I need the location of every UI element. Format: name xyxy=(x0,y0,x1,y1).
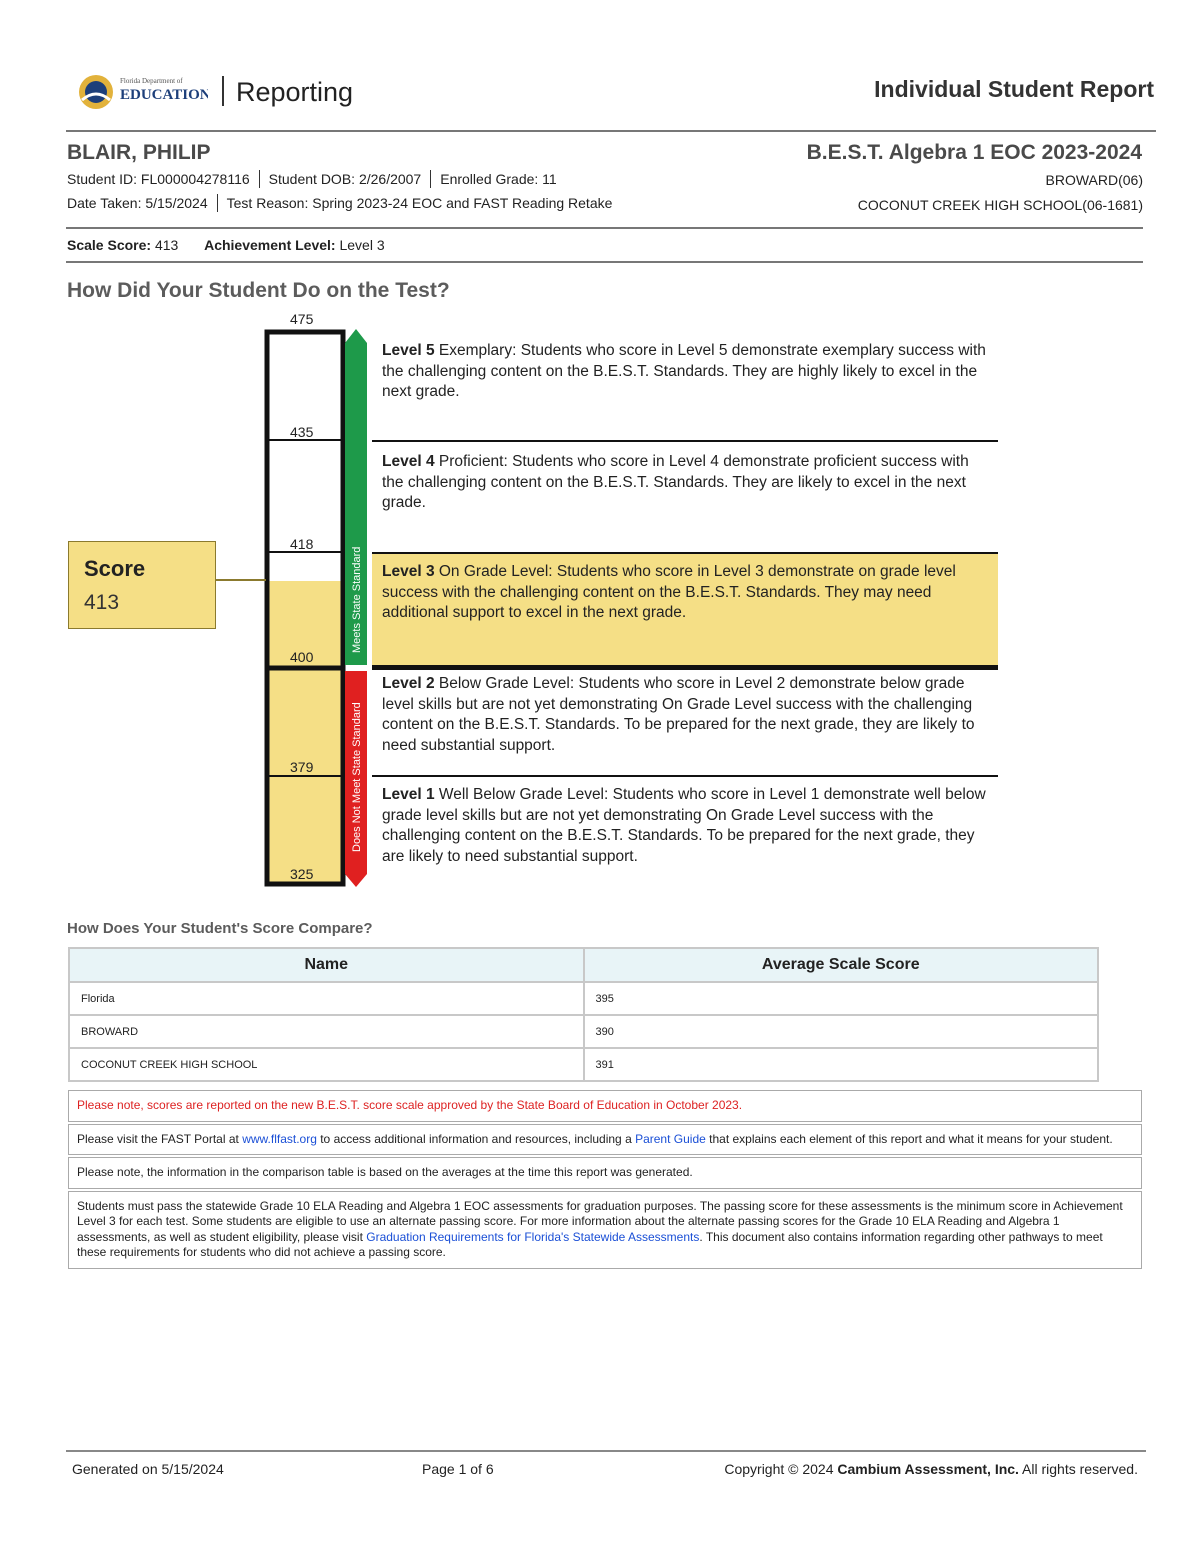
table-row xyxy=(69,1015,1098,1048)
student-info-line-2 xyxy=(67,194,612,212)
standard-divider xyxy=(372,665,998,670)
flfast-link[interactable]: www.flfast.org xyxy=(242,1131,317,1146)
score-summary xyxy=(67,237,385,253)
cut-label-379: 379 xyxy=(290,759,314,775)
note-text: Students must pass the statewide Grade 10 ELA Reading and Algebra 1 EOC assessments for graduation purposes. The passing score for these assessments is the minimum score in Achievement Level 3 for each test. Some students are eligible to use an alternate passing score. For more information about the alternate passing scores for the Grade 10 ELA Reading and Algebra 1 assessments, as well as student eligibility, please visit xyxy=(77,1198,1123,1244)
student-id: Student ID: FL000004278116 xyxy=(67,171,250,187)
note-fast-portal xyxy=(68,1124,1142,1156)
date-taken: Date Taken: 5/15/2024 xyxy=(67,195,208,211)
level-2-title: Level 2 xyxy=(382,675,435,692)
copyright xyxy=(724,1461,1138,1477)
info-rule xyxy=(66,227,1143,229)
score-box-value: 413 xyxy=(84,591,120,614)
parent-guide-link[interactable]: Parent Guide xyxy=(635,1131,706,1146)
note-text: . This document also contains information regarding other pathways to meet these requirements for students who did not achieve a passing score. xyxy=(77,1229,1103,1259)
row-name: COCONUT CREEK HIGH SCHOOL xyxy=(69,1048,584,1081)
level-4-description xyxy=(382,452,992,514)
summary-rule xyxy=(66,261,1143,263)
row-name: BROWARD xyxy=(69,1015,584,1048)
header-divider xyxy=(222,76,224,106)
table-row xyxy=(69,982,1098,1015)
level-divider xyxy=(372,440,998,442)
col-header-average: Average Scale Score xyxy=(584,948,1099,982)
app-title: Reporting xyxy=(236,77,354,107)
note-score-scale: Please note, scores are reported on the new B.E.S.T. score scale approved by the State Board of Education in October 2023. xyxy=(68,1090,1142,1122)
test-name: B.E.S.T. Algebra 1 EOC 2023-2024 xyxy=(806,141,1142,164)
achievement-label: Achievement Level: xyxy=(204,237,336,253)
generated-date: Generated on 5/15/2024 xyxy=(72,1461,224,1477)
level-3-text: On Grade Level: Students who score in Level 3 demonstrate on grade level success with the challenging content on the B.E.S.T. Standards. They may need additional support to excel in the next grade. xyxy=(382,563,956,621)
scale-score-label: Scale Score: xyxy=(67,237,152,253)
cut-label-325: 325 xyxy=(290,866,314,882)
meets-standard-label: Meets State Standard xyxy=(351,546,363,653)
level-1-description xyxy=(382,785,992,867)
level-5-title: Level 5 xyxy=(382,342,435,359)
level-5-description xyxy=(382,341,992,403)
score-connector xyxy=(216,579,266,581)
student-info-line-1 xyxy=(67,170,557,188)
cut-label-400: 400 xyxy=(290,649,314,665)
level-3-title: Level 3 xyxy=(382,563,435,580)
enrolled-grade: Enrolled Grade: 11 xyxy=(440,171,557,187)
student-name: BLAIR, PHILIP xyxy=(67,141,211,164)
comparison-header-row xyxy=(69,948,1098,982)
row-average: 391 xyxy=(584,1048,1099,1081)
score-fill xyxy=(268,581,342,883)
level-4-title: Level 4 xyxy=(382,453,435,470)
score-box xyxy=(68,541,216,629)
achievement-value: Level 3 xyxy=(339,237,385,253)
graduation-requirements-link[interactable]: Graduation Requirements for Florida's Statewide Assessments xyxy=(366,1229,700,1244)
score-box-label: Score xyxy=(84,556,146,581)
level-1-title: Level 1 xyxy=(382,786,435,803)
comparison-table xyxy=(68,947,1099,1082)
scale-score-value: 413 xyxy=(154,237,179,253)
row-average: 395 xyxy=(584,982,1099,1015)
header-rule xyxy=(66,130,1156,132)
notes-section xyxy=(68,1090,1142,1271)
col-header-name: Name xyxy=(69,948,584,982)
not-meets-standard-label: Does Not Meet State Standard xyxy=(351,702,363,852)
test-reason: Test Reason: Spring 2023-24 EOC and FAST Reading Retake xyxy=(226,195,613,211)
level-5-text: Exemplary: Students who score in Level 5 demonstrate exemplary success with the challenging content on the B.E.S.T. Standards. They are highly likely to excel in the next grade. xyxy=(382,342,986,400)
report-title: Individual Student Report xyxy=(874,76,1154,102)
note-text: to access additional information and resources, including a xyxy=(316,1131,636,1146)
student-dob: Student DOB: 2/26/2007 xyxy=(268,171,422,187)
copyright-text: Copyright © 2024 xyxy=(724,1461,838,1477)
note-comparison: Please note, the information in the comparison table is based on the averages at the time this report was generated. xyxy=(68,1157,1142,1189)
company-name: Cambium Assessment, Inc. xyxy=(837,1461,1019,1477)
level-divider xyxy=(372,552,998,554)
row-average: 390 xyxy=(584,1015,1099,1048)
school: COCONUT CREEK HIGH SCHOOL(06-1681) xyxy=(857,197,1143,213)
note-text: Please visit the FAST Portal at xyxy=(77,1131,243,1146)
table-row xyxy=(69,1048,1098,1081)
cut-label-435: 435 xyxy=(290,424,314,440)
note-graduation xyxy=(68,1191,1142,1269)
footer-rule xyxy=(66,1450,1146,1452)
district: BROWARD(06) xyxy=(1045,172,1143,188)
svg-text:Florida Department of: Florida Department of xyxy=(120,77,183,85)
level-2-text: Below Grade Level: Students who score in Level 2 demonstrate below grade level skills but are not yet demonstrating On Grade Level success with the challenging content on the B.E.S.T. Standards. To be prepared for the next grade, they are likely to need substantial support. xyxy=(382,675,975,754)
fdoe-logo xyxy=(78,72,208,112)
copyright-text: All rights reserved. xyxy=(1018,1461,1138,1477)
svg-text:EDUCATION: EDUCATION xyxy=(120,87,208,103)
level-3-description xyxy=(382,562,992,624)
comparison-title: How Does Your Student's Score Compare? xyxy=(67,920,373,937)
note-text: that explains each element of this report and what it means for your student. xyxy=(705,1131,1113,1146)
page-number: Page 1 of 6 xyxy=(422,1461,494,1477)
score-scale-bar xyxy=(264,329,372,887)
level-1-text: Well Below Grade Level: Students who score in Level 1 demonstrate well below grade level skills but are not yet demonstrating On Grade Level success with the challenging content on the B.E.S.T. Standards. To be prepared for the next grade, they are likely to need substantial support. xyxy=(382,786,986,865)
level-2-description xyxy=(382,674,992,756)
row-name: Florida xyxy=(69,982,584,1015)
level-divider xyxy=(372,775,998,777)
level-4-text: Proficient: Students who score in Level 4 demonstrate proficient success with the challenging content on the B.E.S.T. Standards. They are likely to excel in the next grade. xyxy=(382,453,969,511)
cut-label-418: 418 xyxy=(290,536,314,552)
performance-heading: How Did Your Student Do on the Test? xyxy=(67,279,450,302)
cut-label-475: 475 xyxy=(290,311,314,327)
